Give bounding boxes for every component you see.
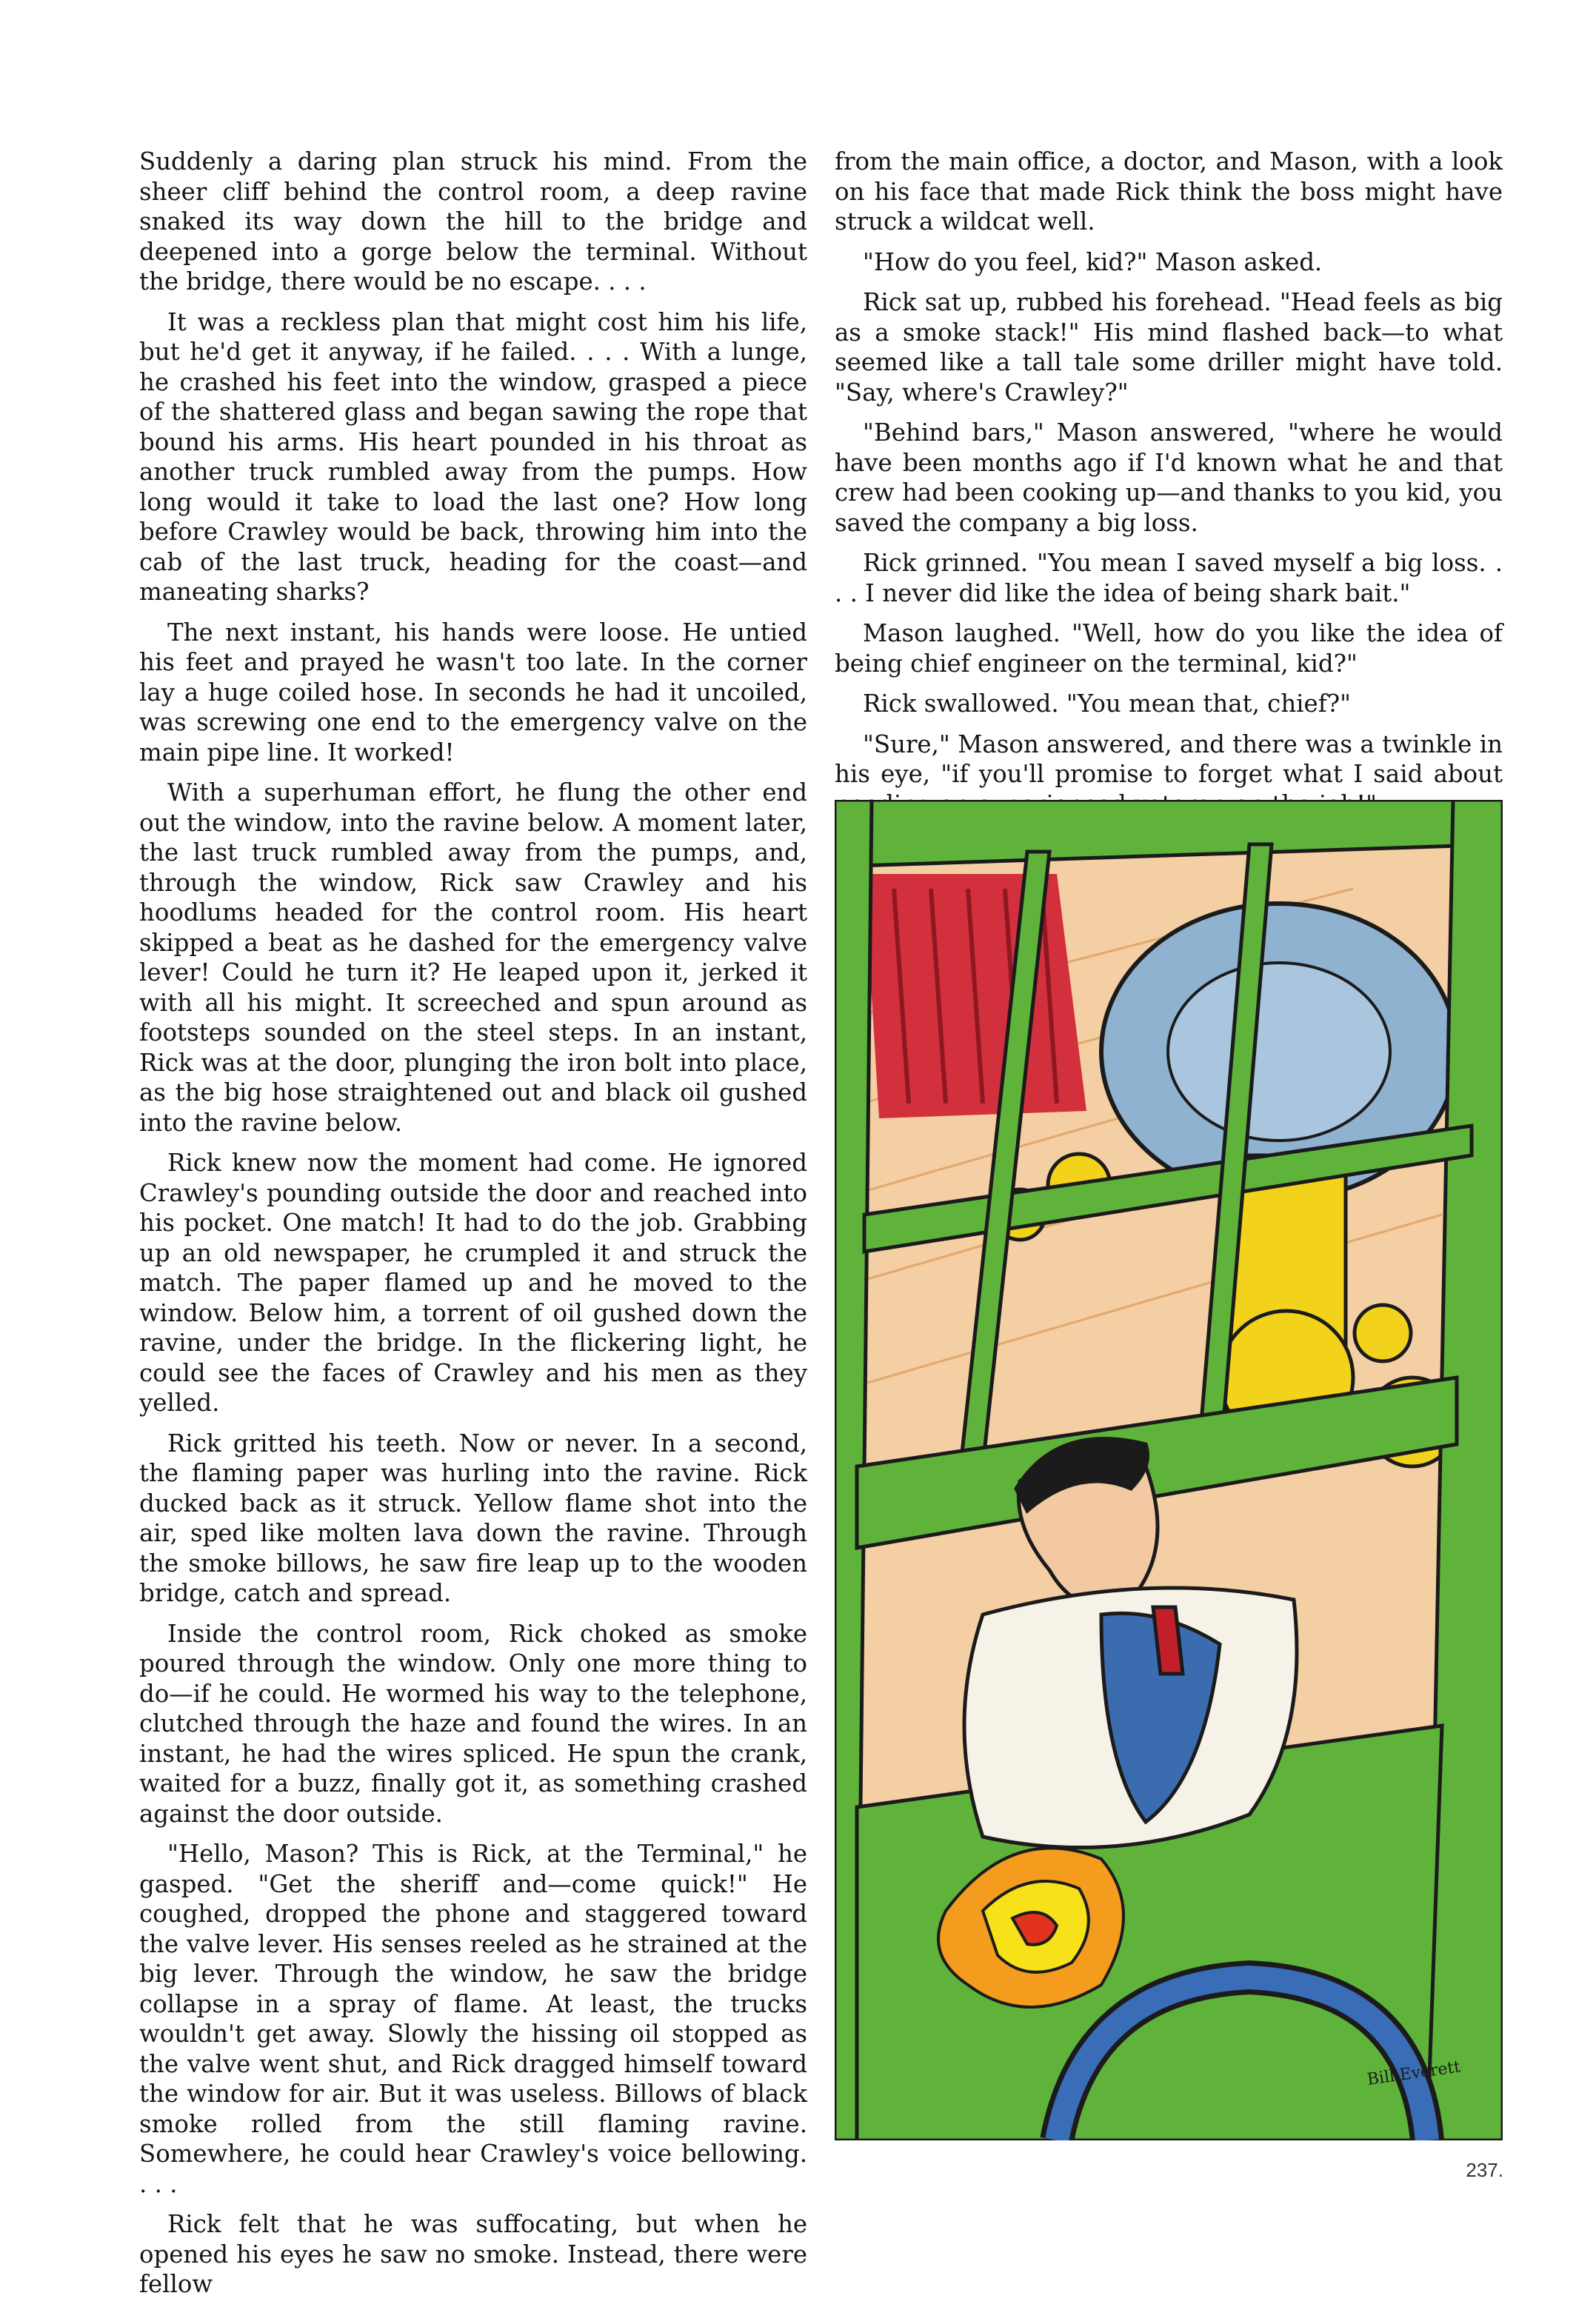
paragraph: from the main office, a doctor, and Mason, with a look on his face that made Rick think the boss might have struck a wildcat well. — [835, 147, 1503, 236]
comic-illustration — [835, 800, 1503, 2140]
paragraph: The next instant, his hands were loose. He untied his feet and prayed he wasn't too late. In the corner lay a huge coiled hose. In seconds he had it uncoiled, was screwing one end to the emergency valve on the main pipe line. It worked! — [139, 618, 807, 767]
paragraph: "Sure," Mason answered, and there was a twinkle in his eye, "if you'll promise to forget what I said about — [835, 730, 1503, 788]
paragraph: "Hello, Mason? This is Rick, at the Terminal," he gasped. "Get the sheriff and—come quick!" He coughed, dropped the phone and staggered toward the valve lever. His senses reeled as he strained at the big lever. Through the window, he saw the bridge collapse in a spray of flame. At least, the trucks wouldn't get away. Slowly the hissing oil stopped as the valve went shut, and Rick dragged himself toward the window for air. But it was useless. Billows of black smoke rolled from the still flaming ravine. Somewhere, he could hear Crawley's voice bellowing. . . . — [139, 1840, 807, 2198]
paragraph: Rick sat up, rubbed his forehead. "Head feels as big as a smoke stack!" His mind flashed back—to what seemed like a tall tale some driller might have told. "Say, where's Crawley?" — [835, 288, 1503, 407]
paragraph: Rick felt that he was suffocating, but when he opened his eyes he saw no smoke. Instead, there were fellow — [139, 2210, 807, 2298]
paragraph: With a superhuman effort, he flung the other end out the window, into the ravine below. A moment later, the last truck rumbled away from the pumps, and, through the window, Rick saw Crawley and his hoodlums headed for the control room. His heart skipped a beat as he dashed for the emergency valve lever! Could he turn it? He leaped upon it, jerked it with all his might. It screeched and spun around as footsteps sounded on the steel steps. In an instant, Rick was at the door, plunging the iron bolt into place, as the big hose straightened out and black oil gushed into the ravine below. — [139, 778, 807, 1137]
paragraph: Rick swallowed. "You mean that, chief?" — [863, 690, 1351, 718]
paragraph: Rick knew now the moment had come. He ignored Crawley's pounding outside the door and reached into his pocket. One match! It had to do the job. Grabbing up an old newspaper, he crumpled it and struck the match. The paper flamed up and he moved to the window. Below him, a torrent of oil gushed down the ravine, under the bridge. In the flickering light, he could see the faces of Crawley and his men as they yelled. — [139, 1149, 807, 1417]
paragraph: Inside the control room, Rick choked as smoke poured through the window. Only one more thing to do—if he could. He wormed his way to the telephone, clutched through the haze and found the wires. In an instant, he had the wires spliced. He spun the crank, waited for a buzz, finally got it, as something crashed against the door outside. — [139, 1619, 807, 1828]
paragraph: It was a reckless plan that might cost him his life, but he'd get it anyway, if he failed. . . . With a lunge, he crashed his feet into the window, grasped a piece of the shattered glass and began sawing the rope that bound his arms. His heart pounded in his throat as another truck rumbled away from the pumps. How long would it take to load the last one? How long before Crawley would be back, throwing him into the cab of the last truck, heading for the coast—and maneating sharks? — [139, 307, 807, 606]
paragraph: Mason laughed. "Well, how do you like the idea of being chief engineer on the terminal, kid?" — [835, 619, 1503, 678]
paragraph: Rick gritted his teeth. Now or never. In a second, the flaming paper was hurling into the ravine. Rick ducked back as it struck. Yellow flame shot into the air, sped like molten lava down the ravine. Through the smoke billows, he saw fire leap up to the wooden bridge, catch and spread. — [139, 1429, 807, 1607]
paragraph: "Behind bars," Mason answered, "where he would have been months ago if I'd known what he and that crew had been cooking up—and thanks to you kid, you saved the company a big loss. — [835, 418, 1503, 537]
artist-signature: Bill Everett — [1366, 2057, 1462, 2089]
paragraph: Suddenly a daring plan struck his mind. From the sheer cliff behind the control room, a deep ravine snaked its way down the hill to the bridge and deepened into a gorge below the terminal. Without the bridge, there would be no escape. . . . — [139, 147, 807, 296]
paragraph: Rick grinned. "You mean I saved myself a big loss. . . . I never did like the idea of being shark bait." — [835, 549, 1503, 607]
illustration-art — [835, 800, 1503, 2140]
paragraph: "How do you feel, kid?" Mason asked. — [863, 247, 1323, 276]
right-text-column — [835, 147, 1503, 829]
left-text-column — [139, 147, 807, 2310]
page-number: 237. — [1466, 2159, 1503, 2181]
